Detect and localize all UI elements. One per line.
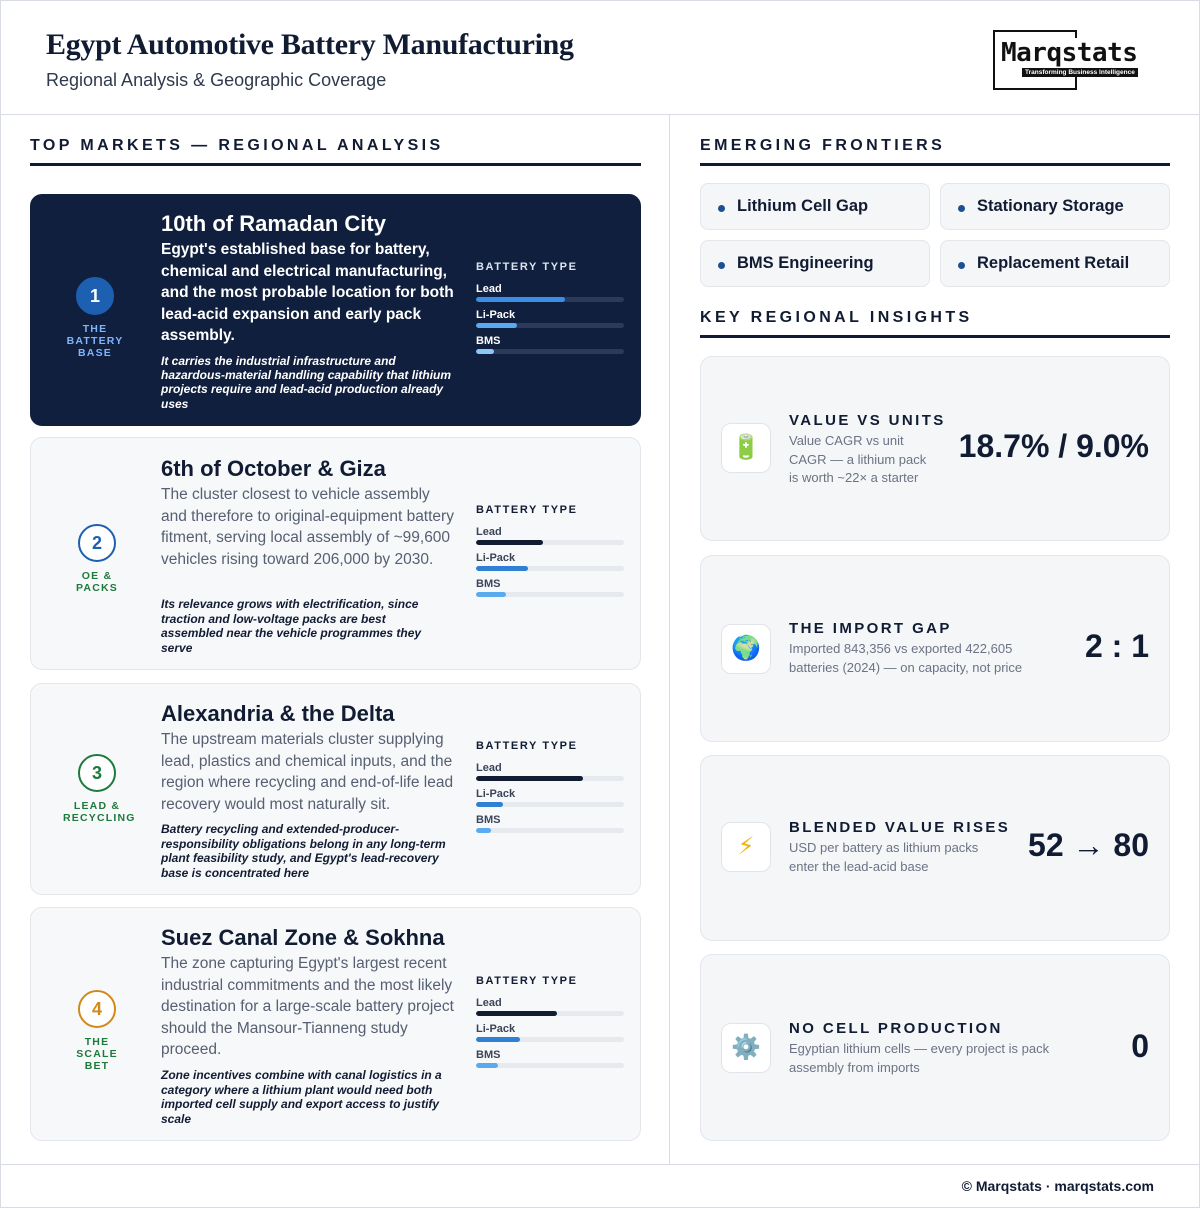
insight-card-import-gap (700, 555, 1170, 742)
battery-bar-li-pack (476, 1023, 624, 1042)
battery-type-panel (476, 740, 624, 840)
battery-bar-lead (476, 283, 624, 302)
frontier-chip-lithium-cell-gap (700, 183, 930, 230)
market-card-10th-of-ramadan (30, 194, 641, 426)
emerging-frontiers-heading: EMERGING FRONTIERS (700, 137, 946, 154)
market-role: OE & PACKS (76, 570, 118, 594)
insight-card-no-cell-production (700, 954, 1170, 1141)
market-role: THE SCALE BET (76, 1036, 118, 1072)
top-markets-rule (30, 163, 641, 166)
market-note: Its relevance grows with electrification, since traction and low-voltage packs are best assembled near the vehicle programmes they serve (161, 597, 422, 655)
market-name: Alexandria & the Delta (161, 701, 395, 726)
insight-value: 0 (1131, 1028, 1149, 1064)
bar-label: Li-Pack (476, 552, 516, 564)
bullet-dot (958, 205, 965, 212)
market-description: The zone capturing Egypt's largest recent industrial commitments and the most likely destination for a large-scale battery project should the Mansour-Tianneng study proceed. (161, 955, 454, 1058)
frontier-label: Lithium Cell Gap (737, 197, 869, 215)
bar-label: BMS (476, 578, 501, 590)
top-markets-heading: TOP MARKETS — REGIONAL ANALYSIS (30, 137, 444, 154)
battery-type-panel (476, 504, 624, 604)
battery-type-heading: BATTERY TYPE (476, 504, 578, 516)
battery-type-panel (476, 261, 624, 361)
page-title: Egypt Automotive Battery Manufacturing (46, 28, 574, 61)
battery-bar-li-pack (476, 788, 624, 807)
market-card-alexandria (30, 683, 641, 895)
market-number: 1 (76, 277, 114, 315)
market-role: THE BATTERY BASE (66, 323, 124, 359)
battery-bar-lead (476, 526, 624, 545)
market-description: Egypt's established base for battery, chemical and electrical manufacturing, and the most probable location for both lead-acid expansion and early pack assembly. (161, 241, 454, 344)
insight-title: VALUE VS UNITS (789, 412, 946, 429)
logo: Marqstats (1001, 38, 1138, 68)
market-note: It carries the industrial infrastructure and hazardous-material handling capability that lithium projects require and lead-acid production already uses (161, 354, 452, 411)
market-name: 10th of Ramadan City (161, 211, 386, 236)
market-card-suez-canal (30, 907, 641, 1141)
battery-icon: 🔋 (721, 423, 771, 473)
bar-label: Lead (476, 526, 502, 538)
bullet-dot (958, 262, 965, 269)
bar-label: Li-Pack (476, 1023, 516, 1035)
lightning-icon: ⚡ (721, 822, 771, 872)
battery-bar-li-pack (476, 309, 624, 328)
insight-text: Value CAGR vs unit CAGR — a lithium pack is worth ~22× a starter (789, 433, 927, 485)
insight-value: 52 → 80 (1028, 827, 1149, 863)
frontier-label: BMS Engineering (737, 254, 874, 272)
bar-fill (476, 323, 517, 328)
market-card-6th-of-october (30, 437, 641, 670)
market-description: The upstream materials cluster supplying lead, plastics and chemical inputs, and the region where recycling and end-of-life lead recovery would most naturally sit. (161, 731, 454, 813)
insight-title: NO CELL PRODUCTION (789, 1020, 1003, 1037)
market-description: The cluster closest to vehicle assembly and therefore to original-equipment battery fitment, serving local assembly of ~99,600 vehicles rising toward 206,000 by 2030. (161, 486, 454, 568)
insight-text: Egyptian lithium cells — every project is pack assembly from imports (789, 1041, 1050, 1075)
battery-type-heading: BATTERY TYPE (476, 261, 578, 273)
key-insights-heading: KEY REGIONAL INSIGHTS (700, 309, 973, 326)
column-divider (669, 115, 670, 1165)
insight-value: 18.7% / 9.0% (958, 428, 1149, 464)
market-badge (63, 990, 131, 1072)
bar-fill (476, 592, 506, 597)
gear-icon: ⚙️ (721, 1023, 771, 1073)
market-number: 4 (78, 990, 116, 1028)
insight-card-value-vs-units (700, 356, 1170, 541)
bar-fill (476, 566, 528, 571)
frontier-chip-replacement-retail (940, 240, 1170, 287)
bar-fill (476, 1011, 557, 1016)
market-name: Suez Canal Zone & Sokhna (161, 925, 445, 950)
market-name: 6th of October & Giza (161, 456, 386, 481)
bar-label: Lead (476, 283, 502, 295)
footer-credit: © Marqstats · marqstats.com (961, 1178, 1154, 1194)
bar-fill (476, 1037, 520, 1042)
battery-bar-bms (476, 1049, 624, 1068)
insight-text: USD per battery as lithium packs enter the lead-acid base (789, 840, 979, 874)
bar-label: Lead (476, 762, 502, 774)
market-badge (61, 277, 129, 359)
bullet-dot (718, 262, 725, 269)
insight-card-blended-value (700, 755, 1170, 941)
battery-type-panel (476, 975, 624, 1075)
frontier-label: Stationary Storage (977, 197, 1124, 215)
insight-title: BLENDED VALUE RISES (789, 819, 1011, 836)
bar-fill (476, 828, 491, 833)
insight-value: 2 : 1 (1084, 628, 1149, 664)
battery-bar-bms (476, 578, 624, 597)
frontier-chip-bms-engineering (700, 240, 930, 287)
header (0, 0, 1200, 115)
battery-bar-li-pack (476, 552, 624, 571)
bar-fill (476, 1063, 498, 1068)
footer-rule (0, 1164, 1200, 1165)
bullet-dot (718, 205, 725, 212)
battery-bar-lead (476, 762, 624, 781)
key-insights-rule (700, 335, 1170, 338)
market-role: LEAD & RECYCLING (63, 800, 136, 824)
bar-label: BMS (476, 1049, 501, 1061)
market-note: Battery recycling and extended-producer-responsibility obligations belong in any long-term plant feasibility study, and Egypt's lead-recovery base is concentrated here (161, 822, 446, 880)
battery-bar-bms (476, 335, 624, 354)
battery-bar-lead (476, 997, 624, 1016)
bar-fill (476, 802, 503, 807)
insight-title: THE IMPORT GAP (789, 620, 952, 637)
frontier-chip-stationary-storage (940, 183, 1170, 230)
insight-text: Imported 843,356 vs exported 422,605 batteries (2024) — on capacity, not price (789, 641, 1023, 675)
market-note: Zone incentives combine with canal logistics in a category where a lithium plant would need both imported cell supply and export access to justify scale (161, 1068, 442, 1126)
battery-type-heading: BATTERY TYPE (476, 740, 578, 752)
market-number: 3 (78, 754, 116, 792)
bar-label: Li-Pack (476, 309, 516, 321)
battery-bar-bms (476, 814, 624, 833)
page-subtitle: Regional Analysis & Geographic Coverage (46, 70, 387, 90)
market-badge (63, 524, 131, 594)
battery-type-heading: BATTERY TYPE (476, 975, 578, 987)
market-badge (63, 754, 136, 824)
bar-fill (476, 297, 565, 302)
bar-fill (476, 776, 583, 781)
bar-fill (476, 540, 543, 545)
globe-icon: 🌍 (721, 624, 771, 674)
market-number: 2 (78, 524, 116, 562)
frontier-label: Replacement Retail (977, 254, 1130, 272)
bar-fill (476, 349, 494, 354)
bar-label: Lead (476, 997, 502, 1009)
logo-tagline: Transforming Business Intelligence (1022, 68, 1138, 77)
bar-label: BMS (476, 814, 501, 826)
bar-label: Li-Pack (476, 788, 516, 800)
bar-label: BMS (476, 335, 501, 347)
emerging-frontiers-rule (700, 163, 1170, 166)
